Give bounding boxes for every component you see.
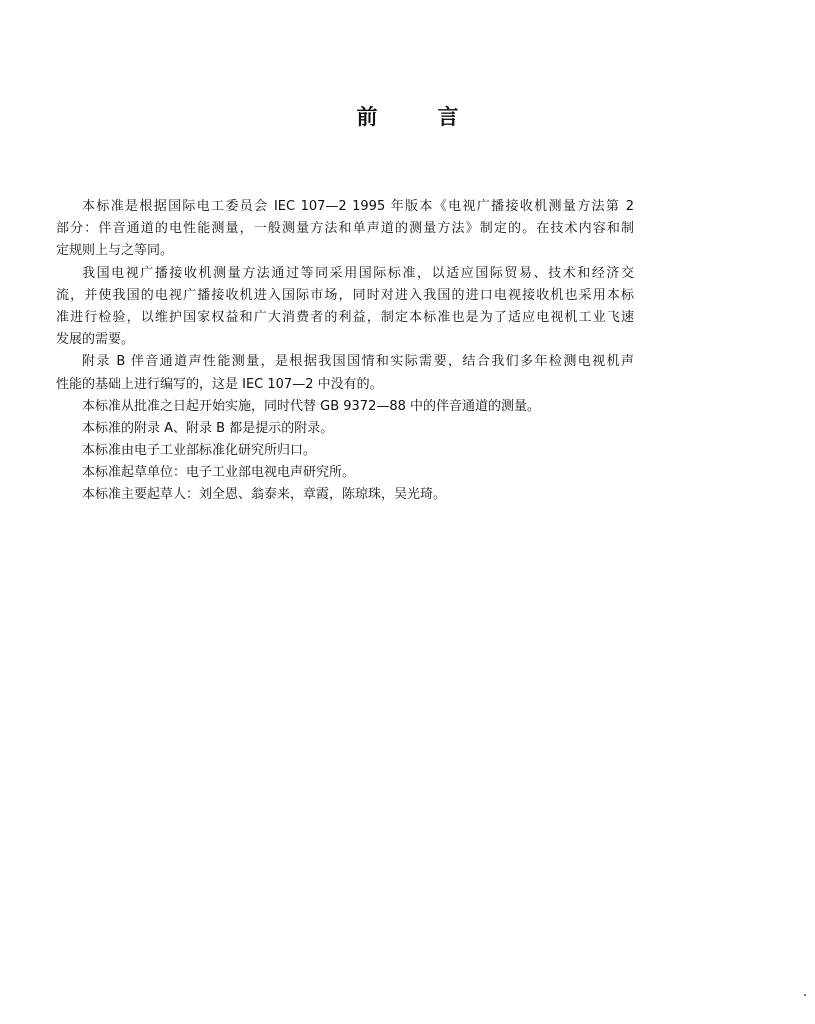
foreword-body — [56, 196, 634, 507]
paragraph-4 — [82, 396, 634, 418]
paragraph-8 — [82, 484, 634, 506]
paragraph-line: 本标准起草单位：电子工业部电视电声研究所。 — [82, 465, 356, 481]
paragraph-1 — [56, 196, 634, 263]
paragraph-7 — [82, 462, 634, 484]
paragraph-line: 性能的基础上进行编写的，这是 IEC 107—2 中没有的。 — [56, 376, 383, 392]
paragraph-line: 定规则上与之等同。 — [56, 243, 174, 259]
title-char-right: 言 — [437, 105, 459, 129]
paragraph-5 — [82, 418, 634, 440]
paragraph-line: 本标准从批准之日起开始实施，同时代替 GB 9372—88 中的伴音通道的测量。 — [82, 398, 541, 414]
paragraph-line: 本标准的附录 A、附录 B 都是提示的附录。 — [82, 420, 334, 436]
paragraph-line: 流，并使我国的电视广播接收机进入国际市场，同时对进入我国的进口电视接收机也采用本标 — [56, 287, 634, 303]
paragraph-line: 附录 B 伴音通道声性能测量，是根据我国国情和实际需要，结合我们多年检测电视机声 — [82, 354, 634, 370]
title-char-left: 前 — [356, 105, 378, 129]
paragraph-3 — [56, 351, 634, 395]
paragraph-6 — [82, 440, 634, 462]
paragraph-line: 发展的需要。 — [56, 332, 135, 348]
paragraph-line: 本标准主要起草人：刘全恩、翁泰来，章霞，陈琼珠，吴光琦。 — [82, 487, 447, 503]
paragraph-line: 本标准由电子工业部标准化研究所归口。 — [82, 443, 317, 459]
page-title — [0, 104, 815, 130]
paragraph-line: 本标准是根据国际电工委员会 IEC 107—2 1995 年版本《电视广播接收机测量方法第 2 — [82, 199, 634, 214]
scan-speck — [804, 994, 806, 996]
paragraph-line: 准进行检验，以维护国家权益和广大消费者的利益，制定本标准也是为了适应电视机工业飞速 — [56, 309, 634, 325]
paragraph-line: 我国电视广播接收机测量方法通过等同采用国际标准，以适应国际贸易、技术和经济交 — [82, 265, 634, 281]
paragraph-line: 部分：伴音通道的电性能测量，一般测量方法和单声道的测量方法》制定的。在技术内容和制 — [56, 221, 634, 237]
paragraph-2 — [56, 263, 634, 352]
